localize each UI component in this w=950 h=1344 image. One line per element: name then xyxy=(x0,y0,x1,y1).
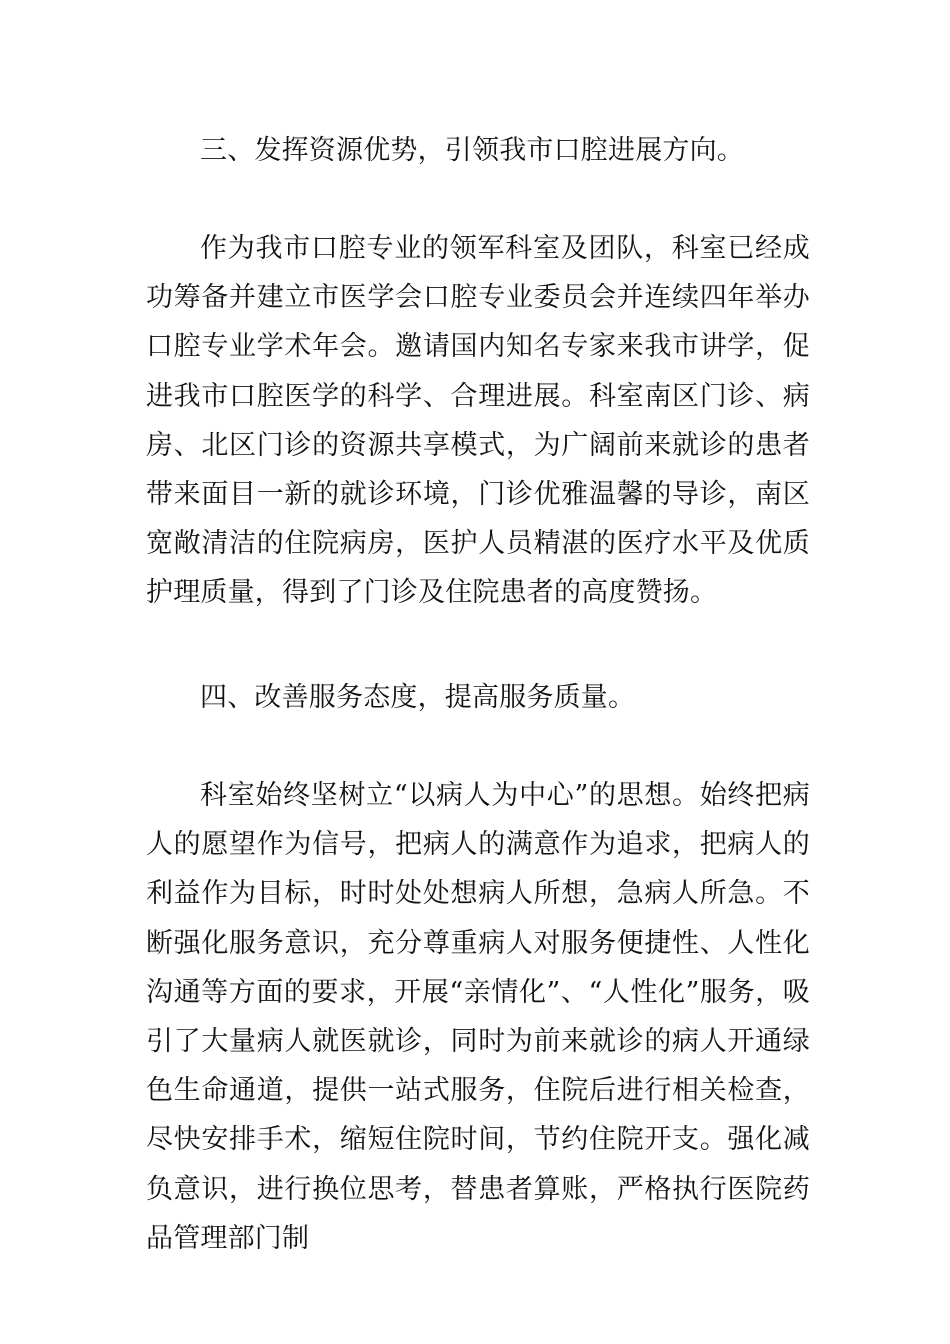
section-heading-4: 四、改善服务态度，提高服务质量。 xyxy=(200,682,636,713)
section-paragraph-4: 科室始终坚树立“以病人为中心”的思想。始终把病人的愿望作为信号，把病人的满意作为追求，把病人的利益作为目标，时时处处想病人所想，急病人所急。不断强化服务意识，充分尊重病人对服务便捷性、人性化沟通等方面的要求，开展“亲情化”、“人性化”服务，吸引了大量病人就医就诊，同时为前来就诊的病人开通绿色生命通道，提供一站式服务，住院后进行相关检查，尽快安排手术，缩短住院时间，节约住院开支。强化减负意识，进行换位思考，替患者算账，严格执行医院药品管理部门制 xyxy=(146,780,810,1254)
section-heading-3: 三、发挥资源优势，引领我市口腔进展方向。 xyxy=(200,135,744,166)
section-paragraph-3: 作为我市口腔专业的领军科室及团队，科室已经成功筹备并建立市医学会口腔专业委员会并连续四年举办口腔专业学术年会。邀请国内知名专家来我市讲学，促进我市口腔医学的科学、合理进展。科室南区门诊、病房、北区门诊的资源共享模式，为广阔前来就诊的患者带来面目一新的就诊环境，门诊优雅温馨的导诊，南区宽敞清洁的住院病房，医护人员精湛的医疗水平及优质护理质量，得到了门诊及住院患者的高度赞扬。 xyxy=(146,233,810,609)
